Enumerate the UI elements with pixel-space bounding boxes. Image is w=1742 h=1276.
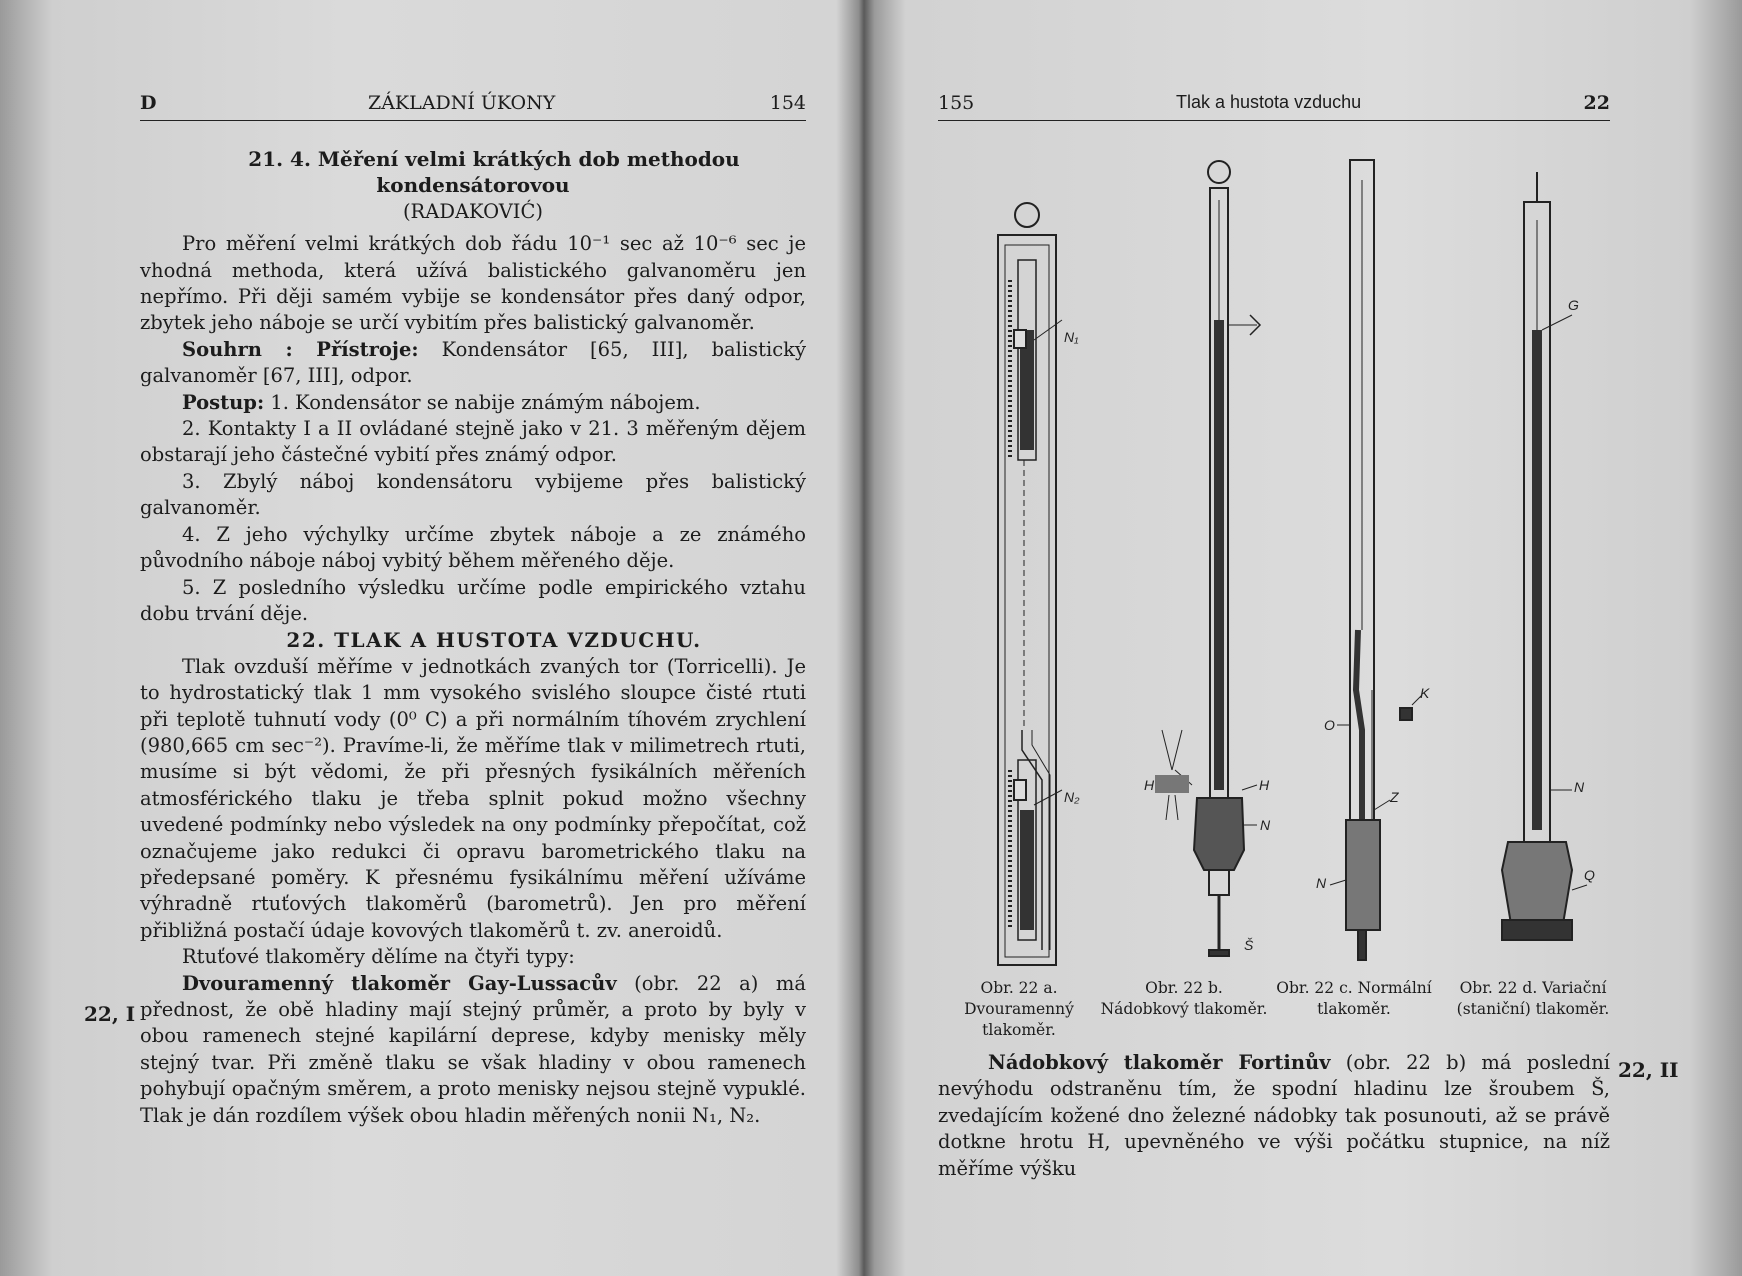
chapter-title: 22. TLAK A HUSTOTA VZDUCHU. xyxy=(286,628,702,653)
summary-text: Kondensátor [65, III], balistický galvanoměr [67, III], odpor. xyxy=(140,337,806,388)
fortin-paragraph: Nádobkový tlakoměr Fortinův (obr. 22 b) má poslední nevýhodu odstraněnu tím, že spodní hladinu lze šroubem Š, zvedajícím kožené dno železné nádobky tak posunouti, až se právě dotkne hrotu H, upevněného ve výši počátku stupnice, na níž měříme výšku xyxy=(938,1051,1611,1180)
left-page xyxy=(0,0,858,1276)
page-number: 154 xyxy=(769,92,806,114)
running-title: Tlak a hustota vzduchu xyxy=(1176,92,1362,112)
right-body xyxy=(938,1050,1610,1182)
label-n-b: N xyxy=(1260,817,1271,833)
section-letter: D xyxy=(140,92,157,114)
section-title: 21. 4. Měření velmi krátkých dob methodou kondensátorovou xyxy=(248,147,740,198)
margin-note-22-2: 22, II xyxy=(1618,1058,1679,1082)
label-s: Š xyxy=(1244,937,1254,953)
label-h-right: H xyxy=(1259,777,1270,793)
procedure-step-1: Postup: 1. Kondensátor se nabije známým nábojem. xyxy=(182,390,701,414)
gay-lussac-paragraph: Dvouramenný tlakoměr Gay-Lussacův (obr. 22 a) má přednost, že obě hladiny mají stejný průměr, a proto by byly v obou ramenech stejné kapilární deprese, kdyby menisky měly stejný tvar. Při změně tlaku se však hladiny v obou ramenech pohybují opačným směrem, a proto menisky nejsou stejně vypuklé. Tlak je dán rozdílem výšek obou hladin měřených nonii N₁, N₂. xyxy=(140,971,806,1127)
label-n2: N₂ xyxy=(1064,789,1080,805)
pressure-paragraph: Tlak ovzduší měříme v jednotkách zvaných tor (Torricelli). Je to hydrostatický tlak 1 mm vysokého svislého sloupce čisté rtuti při teplotě tuhnutí vody (0⁰ C) a při normálním tíhovém zrychlení (980,665 cm sec⁻²). Pravíme-li, že měříme tlak v milimetrech rtuti, musíme si být vědomi, že při přesných fysikálních měřeních atmosférického tlaku je třeba splnit pokud možno všechny uvedené podmínky nebo výsledek na ony podmínky přepočítat, což označujeme jako redukci či opravu barometrického tlaku na předepsané poměry. K přesnému fysikálnímu měření užíváme výhradně rtuťových tlakoměrů (barometrů). Jen pro měření přibližná postačí údaje kovových tlakoměrů t. zv. aneroidů. xyxy=(140,654,806,942)
running-title: ZÁKLADNÍ ÚKONY xyxy=(368,92,556,114)
figure-22a-two-arm-barometer xyxy=(998,203,1062,965)
right-page xyxy=(872,0,1742,1276)
figure-captions xyxy=(934,978,1624,1039)
caption-22c: Obr. 22 c. Normální tlakoměr. xyxy=(1276,979,1432,1018)
procedure-step-2: 2. Kontakty I a II ovládané stejně jako v 21. 3 měřeným dějem obstarají jeho částečné vybití přes známý odpor. xyxy=(140,417,806,467)
margin-note-22-1: 22, I xyxy=(84,1002,136,1026)
fortin-term: Nádobkový tlakoměr Fortinův xyxy=(988,1051,1331,1074)
figure-22b-fortin-barometer xyxy=(1155,161,1260,956)
figure-22c-normal-barometer xyxy=(1330,160,1422,960)
right-running-header xyxy=(938,90,1610,121)
label-n-c: N xyxy=(1316,875,1327,891)
label-g: G xyxy=(1568,297,1579,313)
label-z: Z xyxy=(1390,789,1399,805)
caption-22b: Obr. 22 b. Nádobkový tlakoměr. xyxy=(1100,979,1268,1018)
gay-lussac-term: Dvouramenný tlakoměr Gay-Lussacův xyxy=(182,971,617,995)
label-h-left: H xyxy=(1144,777,1155,793)
types-paragraph: Rtuťové tlakoměry dělíme na čtyři typy: xyxy=(182,945,575,969)
section-number: 22 xyxy=(1583,92,1610,114)
caption-22d: Obr. 22 d. Variační (staniční) tlakoměr. xyxy=(1456,979,1610,1018)
procedure-step-5: 5. Z posledního výsledku určíme podle empirického vztahu dobu trvání děje. xyxy=(140,575,806,625)
barometer-figures xyxy=(872,130,1742,1010)
page-number: 155 xyxy=(938,92,975,114)
procedure-label: Postup: xyxy=(182,390,265,414)
left-body xyxy=(140,146,806,1129)
left-running-header xyxy=(140,90,806,121)
summary-paragraph xyxy=(140,337,806,390)
caption-22a: Obr. 22 a. Dvouramenný tlakoměr. xyxy=(964,979,1074,1039)
section-author: (RADAKOVIĆ) xyxy=(402,199,544,223)
label-n-d: N xyxy=(1574,779,1585,795)
label-n1: N₁ xyxy=(1064,329,1079,345)
figure-22d-variation-barometer xyxy=(1502,172,1587,940)
label-q: Q xyxy=(1584,867,1595,883)
summary-label: Souhrn : Přístroje: xyxy=(182,337,419,361)
procedure-step-3: 3. Zbylý náboj kondensátoru vybijeme přes balistický galvanoměr. xyxy=(140,469,806,520)
procedure-step-4: 4. Z jeho výchylky určíme zbytek náboje a ze známého původního náboje náboj vybitý během měřeného děje. xyxy=(140,522,806,573)
label-k: K xyxy=(1420,685,1430,701)
intro-paragraph: Pro měření velmi krátkých dob řádu 10⁻¹ sec až 10⁻⁶ sec je vhodná methoda, která užívá balistického galvanoměru jen nepřímo. Při ději samém vybije se kondensátor přes daný odpor, zbytek jeho náboje se určí vybitím přes balistický galvanoměr. xyxy=(140,232,806,335)
label-o: O xyxy=(1324,717,1335,733)
